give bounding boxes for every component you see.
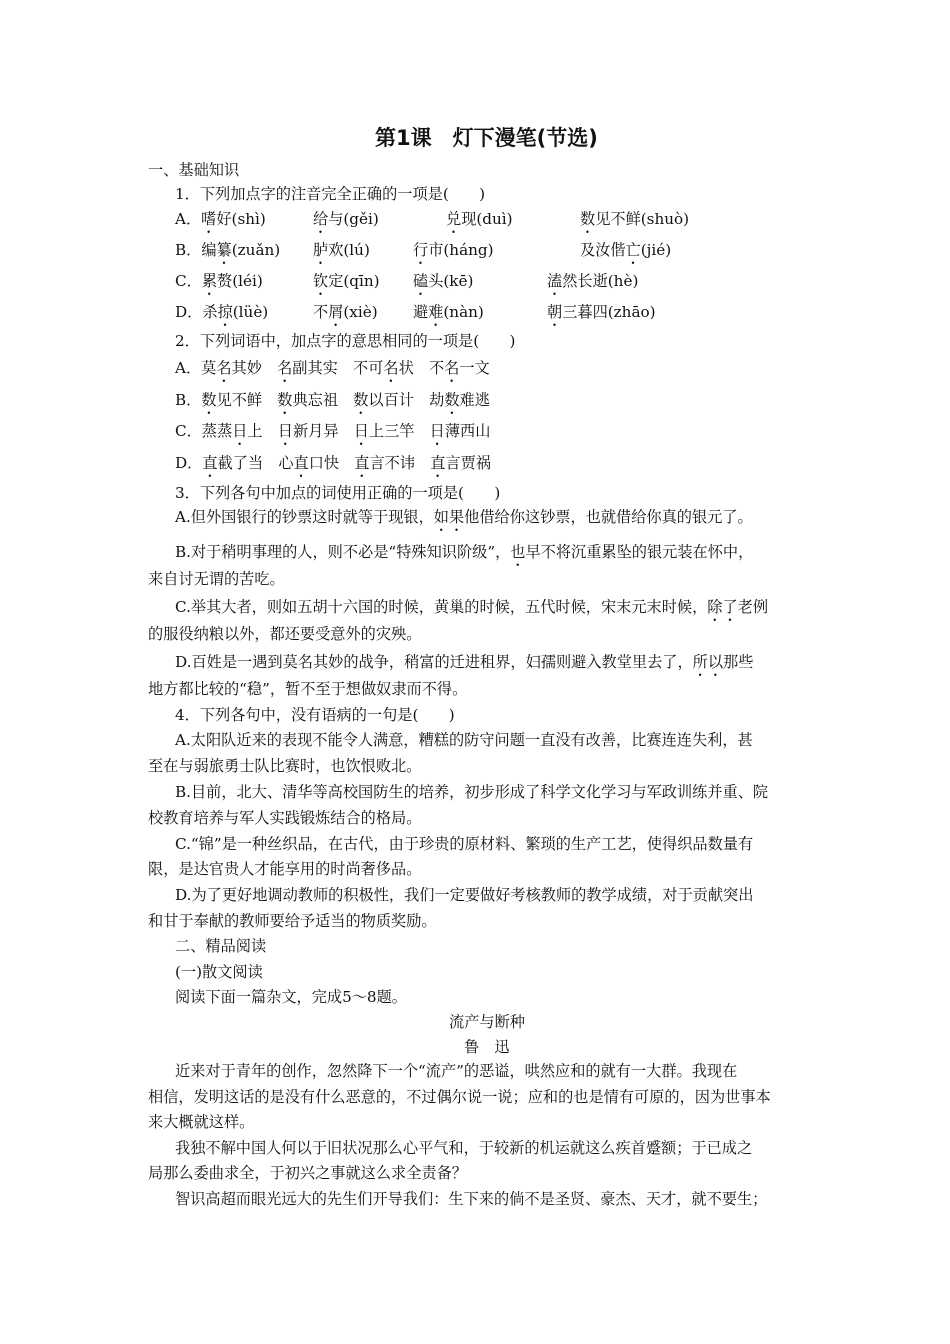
text-segment: 以百计 劫 bbox=[368, 391, 445, 409]
text-line bbox=[547, 271, 638, 299]
text-segment: 口快 bbox=[308, 454, 355, 472]
emphasized-text: 难 bbox=[428, 303, 444, 321]
text-segment: 3．下列各句中加点的词使用正确的一项是( ) bbox=[175, 484, 501, 502]
text-line bbox=[148, 1163, 467, 1183]
text-segment: 1．下列加点字的注音完全正确的一项是( ) bbox=[175, 185, 486, 203]
text-line bbox=[175, 331, 515, 351]
text-line bbox=[175, 483, 500, 503]
text-line bbox=[413, 271, 473, 299]
text-segment: 薄西山 bbox=[444, 422, 491, 440]
text-segment: 不 bbox=[313, 303, 329, 321]
text-line bbox=[175, 1138, 752, 1158]
text-segment: D.为了更好地调动教师的积极性，我们一定要做好考核教师的教学成绩，对于贡献突出 bbox=[175, 886, 754, 904]
text-line bbox=[148, 1112, 254, 1132]
text-line bbox=[175, 542, 753, 570]
text-segment: (xiè) bbox=[343, 303, 378, 321]
text-line bbox=[175, 271, 263, 299]
text-line bbox=[175, 987, 407, 1007]
text-segment: 见不鲜 bbox=[216, 391, 278, 409]
text-segment: 状 不 bbox=[398, 359, 445, 377]
text-line bbox=[175, 730, 753, 750]
emphasized-text: 累 bbox=[201, 272, 217, 290]
text-segment: (jié) bbox=[640, 241, 672, 259]
text-segment: 他借给你这钞票，也就借给你真的银元了。 bbox=[464, 508, 753, 526]
text-segment: 二、精品阅读 bbox=[175, 937, 267, 955]
text-line bbox=[313, 209, 379, 237]
emphasized-text: 名 bbox=[383, 359, 399, 377]
emphasized-text: 日 bbox=[232, 422, 248, 440]
text-segment: 那些 bbox=[723, 653, 754, 671]
text-segment: 来自讨无谓的苦吃。 bbox=[148, 570, 285, 588]
text-line bbox=[175, 1189, 767, 1209]
text-line bbox=[313, 240, 370, 268]
text-line bbox=[148, 808, 421, 828]
text-line bbox=[175, 209, 266, 237]
text-line bbox=[580, 209, 689, 237]
emphasized-text: 掠 bbox=[217, 303, 233, 321]
text-segment: 相信，发明这话的是没有什么恶意的，不过偶尔说一说；应和的也是情有可原的，因为世事本 bbox=[148, 1088, 771, 1106]
emphasized-text: 纂 bbox=[216, 241, 232, 259]
text-line bbox=[175, 652, 753, 680]
emphasized-text: 日 bbox=[353, 422, 369, 440]
text-segment: A.但外国银行的钞票这时就等于现银， bbox=[175, 508, 434, 526]
text-segment: 欢(lú) bbox=[328, 241, 370, 259]
text-segment: 赘(léi) bbox=[217, 272, 263, 290]
emphasized-text: 如果 bbox=[433, 508, 465, 526]
text-segment: 截了当 心 bbox=[217, 454, 294, 472]
emphasized-text: 胪 bbox=[313, 241, 329, 259]
text-line bbox=[413, 302, 484, 330]
emphasized-text: 嗜 bbox=[201, 210, 217, 228]
text-segment: 限，是达官贵人才能享用的时尚奢侈品。 bbox=[148, 860, 422, 878]
text-line bbox=[175, 597, 768, 625]
text-line bbox=[148, 624, 421, 644]
text-line bbox=[175, 1061, 737, 1081]
text-line bbox=[446, 209, 513, 237]
text-segment: 4．下列各句中，没有语病的一句是( ) bbox=[175, 706, 455, 724]
text-segment: 与(gěi) bbox=[328, 210, 379, 228]
page-title: 第1课 灯下漫笔(节选) bbox=[375, 126, 598, 150]
text-line bbox=[449, 1012, 525, 1032]
text-segment: 言不讳 bbox=[369, 454, 431, 472]
text-segment: 的服役纳粮以外，都还要受意外的灾殃。 bbox=[148, 625, 422, 643]
text-segment: 言贾祸 bbox=[445, 454, 491, 472]
text-line bbox=[175, 240, 280, 268]
text-segment: (zuǎn) bbox=[231, 241, 281, 259]
text-segment: 至在与弱旅勇士队比赛时，也饮恨败北。 bbox=[148, 757, 422, 775]
text-line bbox=[148, 859, 421, 879]
text-segment: 市(háng) bbox=[428, 241, 494, 259]
emphasized-text: 也 bbox=[510, 543, 526, 561]
text-line bbox=[413, 240, 494, 268]
text-segment: B.对于稍明事理的人，则不必是“特殊知识阶级”， bbox=[175, 543, 511, 561]
text-segment: 典忘祖 bbox=[292, 391, 354, 409]
emphasized-text: 亡 bbox=[625, 241, 641, 259]
text-line bbox=[175, 705, 455, 725]
text-segment: A． bbox=[175, 210, 202, 228]
emphasized-text: 磕 bbox=[413, 272, 429, 290]
emphasized-text: 数 bbox=[444, 391, 460, 409]
text-line bbox=[175, 962, 263, 982]
text-line bbox=[175, 834, 753, 854]
text-segment: 三暮四(zhāo) bbox=[562, 303, 656, 321]
text-segment: 老例 bbox=[737, 598, 769, 616]
text-segment: 一、基础知识 bbox=[148, 161, 240, 179]
text-line bbox=[148, 160, 239, 180]
text-segment: D．杀 bbox=[175, 303, 218, 321]
text-line bbox=[175, 782, 768, 802]
emphasized-text: 名 bbox=[277, 359, 293, 377]
emphasized-text: 除了 bbox=[707, 598, 738, 616]
text-segment: B． bbox=[175, 391, 202, 409]
text-line bbox=[175, 184, 485, 204]
text-segment: A．莫 bbox=[175, 359, 217, 377]
text-segment: 其妙 bbox=[231, 359, 278, 377]
text-segment: 2．下列词语中，加点字的意思相同的一项是( ) bbox=[175, 332, 516, 350]
text-segment: (nàn) bbox=[443, 303, 484, 321]
emphasized-text: 直 bbox=[202, 454, 218, 472]
emphasized-text: 数 bbox=[353, 391, 369, 409]
text-line bbox=[175, 421, 490, 449]
text-segment: 避 bbox=[413, 303, 429, 321]
text-segment: 好(shì) bbox=[216, 210, 266, 228]
emphasized-text: 钦 bbox=[313, 272, 329, 290]
text-segment: 近来对于青年的创作，忽然降下一个“流产”的恶谥，哄然应和的就有一大群。我现在 bbox=[175, 1062, 738, 1080]
text-segment: (一)散文阅读 bbox=[175, 963, 263, 981]
text-segment: 智识高超而眼光远大的先生们开导我们：生下来的倘不是圣贤、豪杰、天才，就不要生； bbox=[175, 1190, 768, 1208]
emphasized-text: 溘 bbox=[547, 272, 563, 290]
text-segment: 和甘于奉献的教师要给予适当的物质奖励。 bbox=[148, 912, 437, 930]
text-segment: B.目前，北大、清华等高校国防生的培养，初步形成了科学文化学习与军政训练并重、院 bbox=[175, 783, 769, 801]
text-line bbox=[175, 302, 268, 330]
text-line bbox=[175, 453, 491, 481]
text-segment: 我独不解中国人何以于旧状况那么心平气和，于较新的机运就这么疾首蹙额；于已成之 bbox=[175, 1139, 753, 1157]
text-line bbox=[175, 885, 753, 905]
emphasized-text: 给 bbox=[313, 210, 329, 228]
text-segment: 现(duì) bbox=[461, 210, 513, 228]
text-line bbox=[464, 1037, 510, 1057]
emphasized-text: 数 bbox=[277, 391, 293, 409]
text-segment: 一文 bbox=[459, 359, 490, 377]
text-segment: D.百姓是一遇到莫名其妙的战争，稍富的迁进租界，妇孺则避入教堂里去了， bbox=[175, 653, 693, 671]
text-line bbox=[148, 569, 285, 589]
text-segment: 来大概就这样。 bbox=[148, 1113, 255, 1131]
text-segment: 早不将沉重累坠的银元装在怀中， bbox=[525, 543, 754, 561]
text-segment: B．编 bbox=[175, 241, 217, 259]
text-line bbox=[175, 390, 490, 418]
text-line bbox=[148, 679, 467, 699]
text-segment: 流产与断种 bbox=[449, 1013, 525, 1031]
text-segment: C.举其大者，则如五胡十六国的时候，黄巢的时候，五代时候，宋末元末时候， bbox=[175, 598, 708, 616]
emphasized-text: 日 bbox=[277, 422, 293, 440]
text-segment: 地方都比较的“稳”，暂不至于想做奴隶而不得。 bbox=[148, 680, 468, 698]
emphasized-text: 所以 bbox=[692, 653, 724, 671]
text-segment: D． bbox=[175, 454, 203, 472]
text-segment: 头(kē) bbox=[428, 272, 474, 290]
emphasized-text: 名 bbox=[216, 359, 232, 377]
emphasized-text: 直 bbox=[354, 454, 370, 472]
text-line bbox=[148, 1087, 771, 1107]
text-segment: 副其实 不可 bbox=[292, 359, 384, 377]
emphasized-text: 直 bbox=[293, 454, 309, 472]
emphasized-text: 名 bbox=[444, 359, 460, 377]
text-segment: 难逃 bbox=[459, 391, 490, 409]
text-line bbox=[547, 302, 656, 330]
emphasized-text: 数 bbox=[580, 210, 596, 228]
emphasized-text: 数 bbox=[201, 391, 217, 409]
text-segment: 鲁 迅 bbox=[464, 1038, 510, 1056]
text-line bbox=[313, 271, 380, 299]
text-segment: A.太阳队近来的表现不能令人满意，糟糕的防守问题一直没有改善，比赛连连失利，甚 bbox=[175, 731, 753, 749]
text-segment: 阅读下面一篇杂文，完成5～8题。 bbox=[175, 988, 407, 1006]
text-line bbox=[313, 302, 378, 330]
text-segment: 定(qīn) bbox=[328, 272, 380, 290]
text-segment: 见不鲜(shuò) bbox=[595, 210, 690, 228]
emphasized-text: 直 bbox=[430, 454, 446, 472]
emphasized-text: 兑 bbox=[446, 210, 462, 228]
text-line bbox=[148, 756, 421, 776]
text-line bbox=[175, 358, 490, 386]
emphasized-text: 行 bbox=[413, 241, 429, 259]
text-segment: 新月异 bbox=[292, 422, 354, 440]
text-line bbox=[148, 911, 437, 931]
text-segment: (lüè) bbox=[232, 303, 269, 321]
emphasized-text: 日 bbox=[429, 422, 445, 440]
emphasized-text: 朝 bbox=[547, 303, 563, 321]
text-segment: 及汝偕 bbox=[580, 241, 626, 259]
text-segment: C． bbox=[175, 272, 202, 290]
text-segment: 上 bbox=[247, 422, 278, 440]
text-line bbox=[175, 507, 753, 535]
text-line bbox=[580, 240, 671, 268]
text-segment: 上三竿 bbox=[368, 422, 430, 440]
text-line bbox=[175, 936, 266, 956]
text-segment: C．蒸蒸 bbox=[175, 422, 233, 440]
text-segment: 局那么委曲求全，于初兴之事就这么求全责备？ bbox=[148, 1164, 467, 1182]
emphasized-text: 屑 bbox=[328, 303, 344, 321]
text-segment: 然长逝(hè) bbox=[562, 272, 639, 290]
text-segment: 校教育培养与军人实践锻炼结合的格局。 bbox=[148, 809, 422, 827]
text-segment: C.“锦”是一种丝织品，在古代，由于珍贵的原材料、繁琐的生产工艺，使得织品数量有 bbox=[175, 835, 754, 853]
